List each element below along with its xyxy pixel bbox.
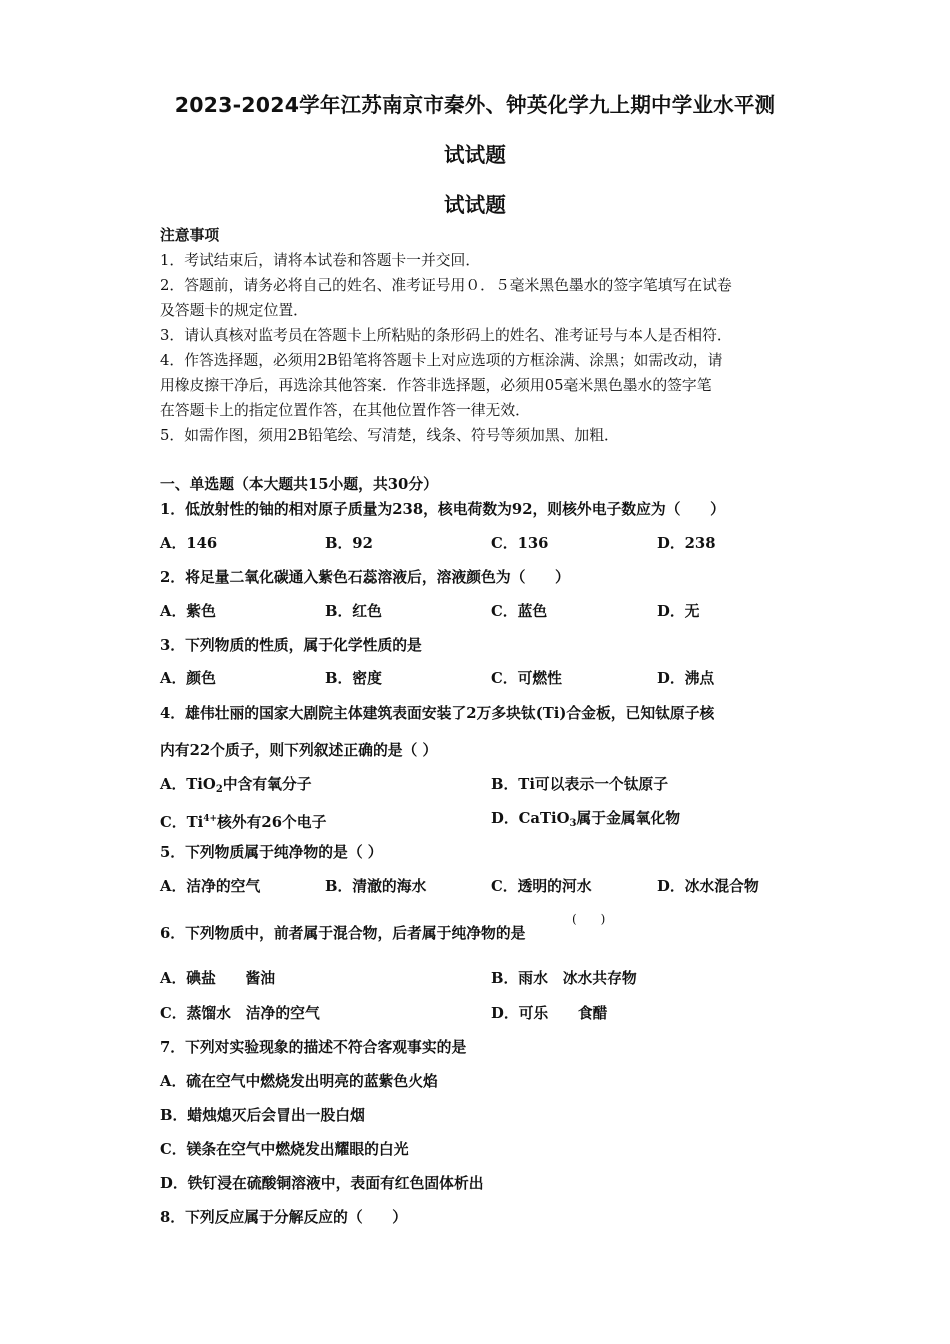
q4-option-c: C．$Ti^{4+}$核外有26个电子 (160, 814, 327, 831)
q6-option-d: D．可乐 食醋 (491, 1005, 608, 1022)
q1-option-d: D．238 (657, 535, 716, 552)
q2-option-a: A．紫色 (160, 603, 216, 620)
q7-option-d: D．铁钉浸在硫酸铜溶液中，表面有红色固体析出 (160, 1175, 484, 1192)
q3-option-c: C．可燃性 (491, 670, 562, 687)
question-5-stem: 5．下列物质属于纯净物的是（ ） (160, 844, 383, 861)
notes-item: 5．如需作图，须用2B铅笔绘、写清楚，线条、符号等须加黑、加粗． (160, 427, 619, 444)
question-2-stem: 2．将足量二氧化碳通入紫色石蕊溶液后，溶液颜色为（ ） (160, 569, 570, 586)
q7-option-c: C．镁条在空气中燃烧发出耀眼的白光 (160, 1141, 409, 1158)
q2-option-b: B．红色 (325, 603, 382, 620)
q4-option-d: D．CaTiO$_3$属于金属氧化物 (491, 810, 681, 829)
notes-item: 3．请认真核对监考员在答题卡上所粘贴的条形码上的姓名、准考证号与本人是否相符． (160, 327, 732, 344)
q1-option-a: A．146 (160, 535, 218, 552)
notes-item: 1．考试结束后，请将本试卷和答题卡一并交回． (160, 252, 481, 269)
q2-option-d: D．无 (657, 603, 700, 620)
question-7-stem: 7．下列对实验现象的描述不符合客观事实的是 (160, 1039, 467, 1056)
exam-title-line1: 2023-2024学年江苏南京市秦外、钟英化学九上期中学业水平测 (174, 93, 776, 117)
q5-option-a: A．洁净的空气 (160, 878, 261, 895)
notes-item: 4．作答选择题，必须用2B铅笔将答题卡上对应选项的方框涂满、涂黑；如需改动，请 (160, 352, 723, 369)
question-6-stem: 6．下列物质中，前者属于混合物，后者属于纯净物的是 (160, 925, 526, 942)
question-6-answer-paren: ( ) (572, 912, 606, 926)
notes-item: 及答题卡的规定位置． (160, 302, 308, 319)
q5-option-c: C．透明的河水 (491, 878, 592, 895)
q3-option-b: B．密度 (325, 670, 382, 687)
question-1-stem: 1．低放射性的铀的相对原子质量为238，核电荷数为92，则核外电子数应为（ ） (160, 501, 725, 518)
q6-option-c: C．蒸馏水 洁净的空气 (160, 1005, 320, 1022)
q4-option-b: B．Ti可以表示一个钛原子 (491, 776, 669, 793)
exam-title-line3: 试试题 (443, 193, 507, 217)
question-8-stem: 8．下列反应属于分解反应的（ ） (160, 1209, 408, 1226)
q1-option-c: C．136 (491, 535, 549, 552)
q5-option-d: D．冰水混合物 (657, 878, 759, 895)
notes-heading: 注意事项 (160, 227, 220, 244)
q5-option-b: B．清澈的海水 (325, 878, 427, 895)
q6-option-a: A．碘盐 酱油 (160, 970, 276, 987)
q7-option-a: A．硫在空气中燃烧发出明亮的蓝紫色火焰 (160, 1073, 438, 1090)
q6-option-b: B．雨水 冰水共存物 (491, 970, 637, 987)
question-4-stem-cont: 内有22个质子，则下列叙述正确的是（ ） (160, 742, 438, 759)
question-3-stem: 3．下列物质的性质，属于化学性质的是 (160, 637, 422, 654)
notes-item: 2．答题前，请务必将自己的姓名、准考证号用０．５毫米黑色墨水的签字笔填写在试卷 (160, 277, 732, 294)
q4-option-a: A．TiO$_2$中含有氧分子 (160, 776, 312, 795)
q3-option-d: D．沸点 (657, 670, 715, 687)
notes-item: 用橡皮擦干净后，再选涂其他答案．作答非选择题，必须用05毫米黑色墨水的签字笔 (160, 377, 712, 394)
exam-title-line2: 试试题 (443, 143, 507, 167)
q7-option-b: B．蜡烛熄灭后会冒出一股白烟 (160, 1107, 365, 1124)
q3-option-a: A．颜色 (160, 670, 216, 687)
question-4-stem: 4．雄伟壮丽的国家大剧院主体建筑表面安装了2万多块钛(Ti)合金板，已知钛原子核 (160, 705, 715, 722)
q2-option-c: C．蓝色 (491, 603, 548, 620)
notes-item: 在答题卡上的指定位置作答，在其他位置作答一律无效． (160, 402, 530, 419)
q1-option-b: B．92 (325, 535, 373, 552)
section-heading: 一、单选题（本大题共15小题，共30分） (160, 476, 438, 493)
